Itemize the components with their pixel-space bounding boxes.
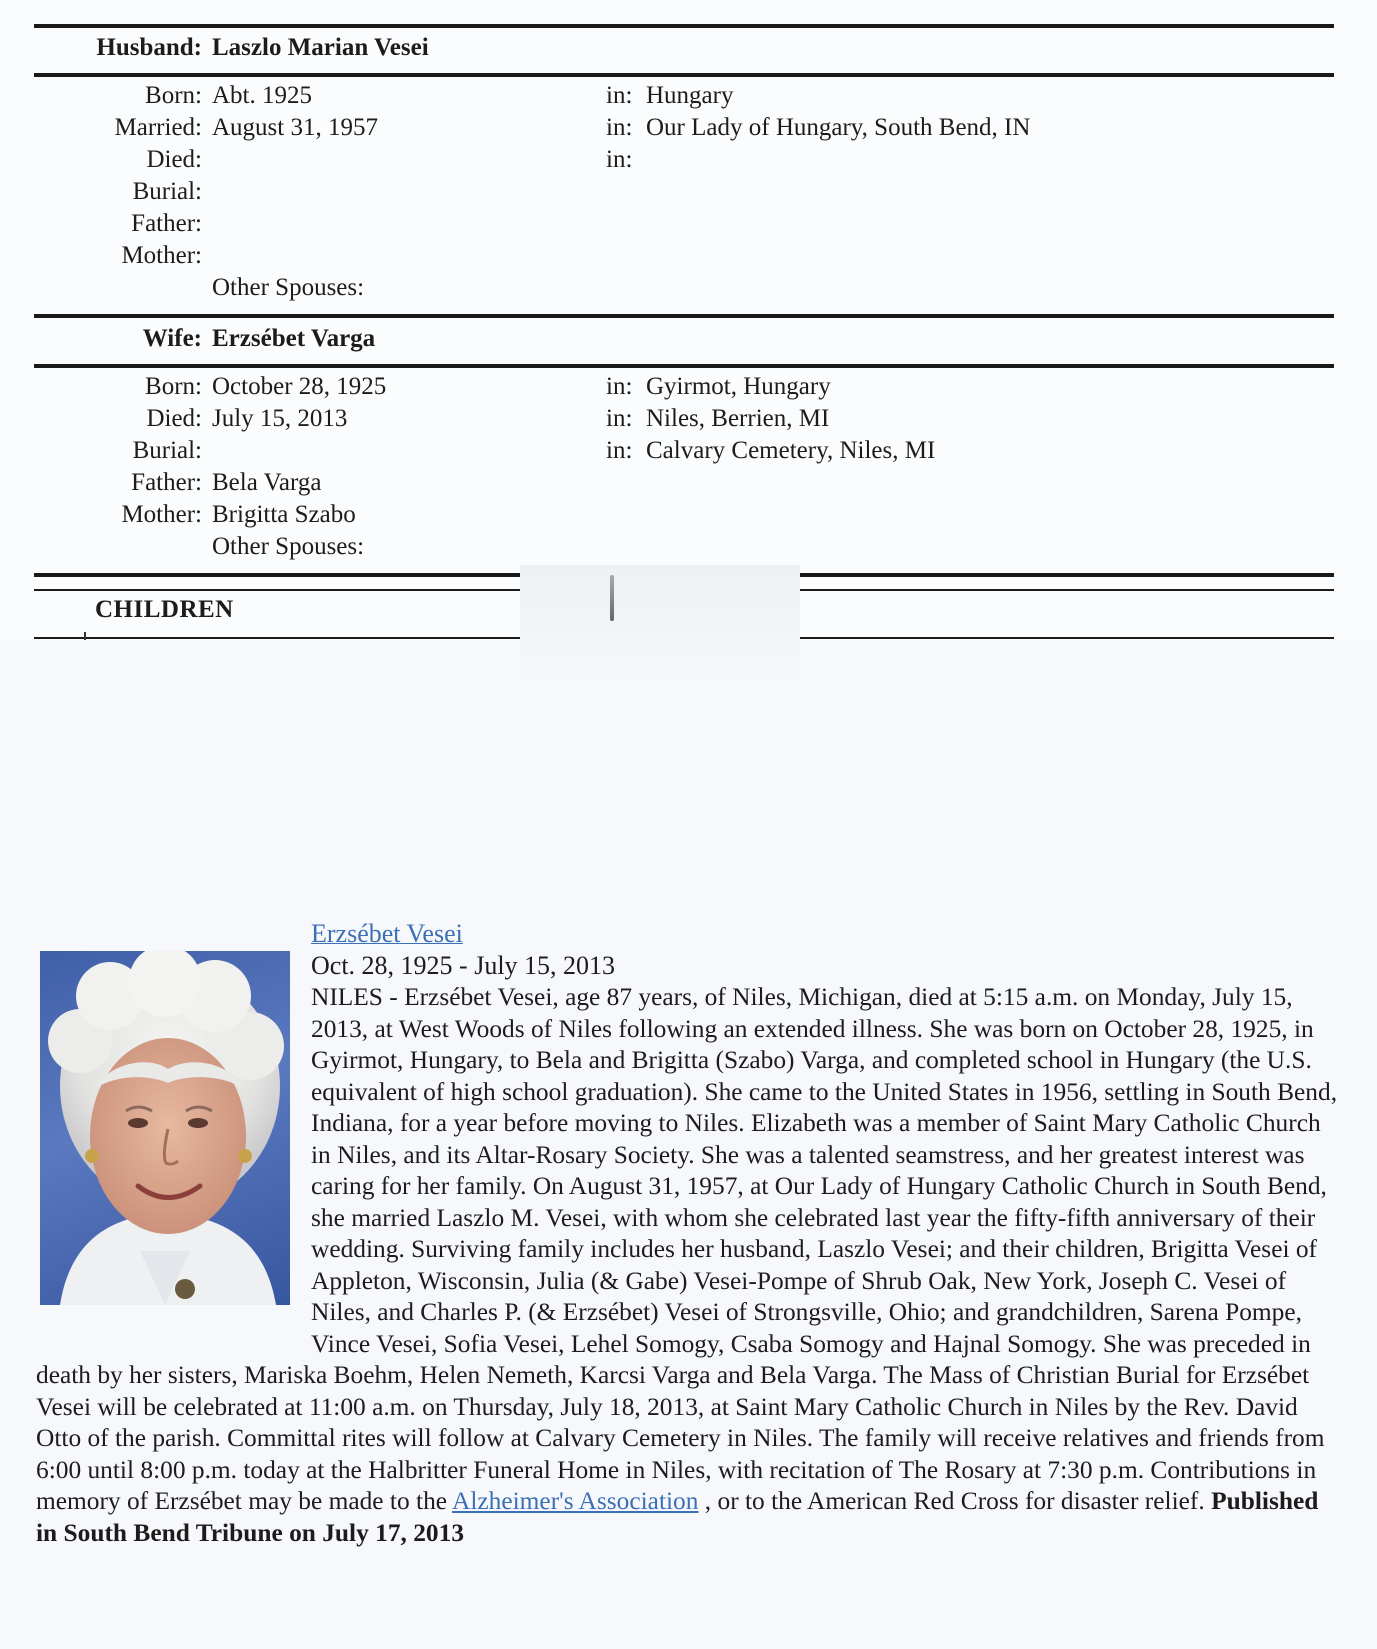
obituary-dates: Oct. 28, 1925 - July 15, 2013 xyxy=(311,951,616,980)
children-heading: CHILDREN xyxy=(95,596,234,623)
place-label: in: xyxy=(606,373,633,400)
field-label: Died: xyxy=(146,405,202,432)
husband-other-spouses: Other Spouses: xyxy=(212,274,365,301)
field-label: Born: xyxy=(145,82,202,109)
family-record-section xyxy=(0,0,1377,640)
wife-top-rule xyxy=(34,314,1334,318)
husband-died-row xyxy=(0,146,1377,178)
field-label: Burial: xyxy=(132,178,202,205)
photo-spacer xyxy=(36,982,311,1340)
field-label: Died: xyxy=(146,146,202,173)
husband-mother-row xyxy=(0,242,1377,274)
place-label: in: xyxy=(606,437,633,464)
alzheimers-association-link[interactable]: Alzheimer's Association xyxy=(452,1487,699,1515)
published-note: Published in South Bend Tribune on July 17, 2013 xyxy=(36,1487,1319,1547)
place-value: Niles, Berrien, MI xyxy=(646,405,830,432)
field-label: Mother: xyxy=(121,501,202,528)
paper-fold-shadow xyxy=(520,565,800,675)
field-value: July 15, 2013 xyxy=(212,405,348,432)
wife-rule xyxy=(34,364,1334,368)
obituary-name-link[interactable]: Erzsébet Vesei xyxy=(311,919,463,948)
husband-burial-row xyxy=(0,178,1377,210)
husband-name: Laszlo Marian Vesei xyxy=(212,34,429,61)
obituary-text: NILES - Erzsébet Vesei, age 87 years, of Niles, Michigan, died at 5:15 a.m. on Monday, July 15, 2013, at West Woods of Niles following an extended illness. She was born on October 28, 1925, in Gyirmot, Hungary, to Bela and Brigitta (Szabo) Varga, and completed school in Hungary (the U.S. equivalent of high school graduation). She came to the United States in 1956, settling in South Bend, Indiana, for a year before moving to Niles. Elizabeth was a member of Saint Mary Catholic Church in Niles, and its Altar-Rosary Society. She was a talented seamstress, and her greatest interest was caring for her family. On August 31, 1957, at Our Lady of Hungary Catholic Church in South Bend, she married Laszlo M. Vesei, with whom she celebrated last year the fifty-fifth anniversary of their wedding. Surviving family includes her husband, Laszlo Vesei; and their children, Brigitta Vesei of Appleton, Wisconsin, Julia (& Gabe) Vesei-Pompe of Shrub Oak, New York, Joseph C. Vesei of Niles, and Charles P. (& Erzsébet) Vesei of Strongsville, Ohio; and grandchildren, Sarena Pompe, Vince Vesei, Sofia Vesei, Lehel Somogy, Csaba Somogy and Hajnal Somogy. She was preceded in death by her sisters, Mariska Boehm, Helen Nemeth, Karcsi Varga and Bela Varga. The Mass of Christian Burial for Erzsébet Vesei will be celebrated at 11:00 a.m. on Thursday, July 18, 2013, at Saint Mary Catholic Church in Niles by the Rev. David Otto of the parish. Committal rites will follow at Calvary Cemetery in Niles. The family will receive relatives and friends from 6:00 until 8:00 p.m. today at the Halbritter Funeral Home in Niles, with recitation of The Rosary at 7:30 p.m. Contributions in memory of Erzsébet may be made to the xyxy=(36,983,1338,1515)
wife-other-spouses: Other Spouses: xyxy=(212,533,365,560)
wife-label: Wife: xyxy=(142,325,202,352)
place-label: in: xyxy=(606,405,633,432)
place-value: Our Lady of Hungary, South Bend, IN xyxy=(646,114,1031,141)
field-value: Brigitta Szabo xyxy=(212,501,356,528)
field-value: August 31, 1957 xyxy=(212,114,378,141)
field-value: Bela Varga xyxy=(212,469,322,496)
husband-label: Husband: xyxy=(96,34,202,61)
place-value: Hungary xyxy=(646,82,734,109)
obituary-text-continued: , or to the American Red Cross for disaster relief. xyxy=(698,1487,1212,1515)
field-label: Mother: xyxy=(121,242,202,269)
husband-rule xyxy=(34,73,1334,77)
field-label: Father: xyxy=(131,210,202,237)
wife-father-row xyxy=(0,469,1377,501)
place-label: in: xyxy=(606,82,633,109)
obituary-body xyxy=(36,982,1341,1549)
field-label: Father: xyxy=(131,469,202,496)
staple-mark xyxy=(610,575,614,621)
field-value: Abt. 1925 xyxy=(212,82,312,109)
field-value: October 28, 1925 xyxy=(212,373,387,400)
place-value: Gyirmot, Hungary xyxy=(646,373,831,400)
scan-mark xyxy=(84,632,86,640)
wife-born-row xyxy=(0,373,1377,405)
field-label: Burial: xyxy=(132,437,202,464)
husband-born-row xyxy=(0,82,1377,114)
field-label: Married: xyxy=(114,114,202,141)
wife-died-row xyxy=(0,405,1377,437)
top-rule xyxy=(34,24,1334,28)
place-label: in: xyxy=(606,146,633,173)
husband-father-row xyxy=(0,210,1377,242)
wife-name: Erzsébet Varga xyxy=(212,325,376,352)
wife-mother-row xyxy=(0,501,1377,533)
field-label: Born: xyxy=(145,373,202,400)
husband-married-row xyxy=(0,114,1377,146)
place-value: Calvary Cemetery, Niles, MI xyxy=(646,437,936,464)
place-label: in: xyxy=(606,114,633,141)
wife-burial-row xyxy=(0,437,1377,469)
